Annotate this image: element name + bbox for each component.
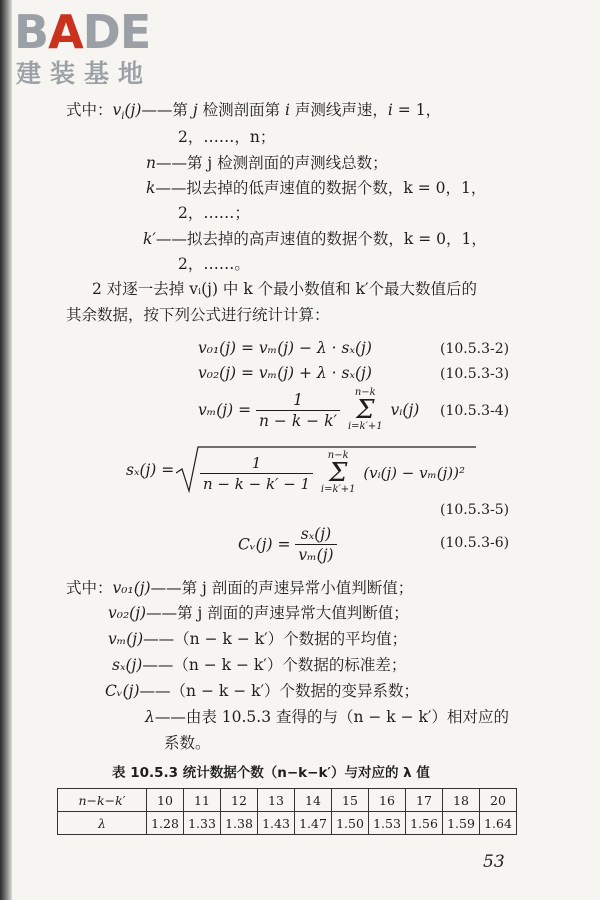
def-vi-cont: 2，……，n； (178, 128, 276, 146)
def-n: n——第 j 检测剖面的声测线总数； (146, 154, 388, 172)
table-cell: 1.43 (258, 812, 295, 835)
def-v01: 式中：v₀₁(j)——第 j 剖面的声速异常小值判断值； (66, 579, 414, 597)
page-number: 53 (483, 852, 505, 872)
def-k: k——拟去掉的低声速值的数据个数，k = 0，1， (146, 179, 487, 197)
equation-cv: Cᵥ(j) = $\frac{\text{sₓ(j)}}{\text{vₘ(j)}}$ (238, 524, 337, 565)
def-vm: vₘ(j)——（n − k − k′）个数据的平均值； (108, 630, 408, 648)
table-row (58, 789, 517, 812)
equation-number: (10.5.3-5) (440, 502, 510, 518)
table-cell: 1.28 (147, 812, 184, 835)
def-kprime: k′——拟去掉的高声速值的数据个数，k = 0，1， (143, 230, 487, 248)
row-header: λ (58, 812, 147, 835)
equation-vm: vₘ(j) = $\frac{1}{n - k - k'}$ n−k Σ i=k′+1 vᵢ(j) (198, 387, 420, 432)
def-lambda: λ——由表 10.5.3 查得的与（n − k − k′）相对应的 (145, 708, 509, 726)
table-cell: 16 (369, 789, 406, 812)
table-cell: 14 (295, 789, 332, 812)
table-cell: 17 (406, 789, 443, 812)
logo-wordmark: BADE (14, 5, 151, 59)
row-header: n−k−k′ (58, 789, 147, 812)
table-cell: 1.64 (480, 812, 517, 835)
table-cell: 1.56 (406, 812, 443, 835)
def-v02: v₀₂(j)——第 j 剖面的声速异常大值判断值； (108, 604, 409, 622)
logo-subtitle: 建装基地 (16, 59, 153, 88)
def-cv: Cᵥ(j)——（n − k − k′）个数据的变异系数； (105, 682, 420, 700)
table-cell: 1.33 (184, 812, 221, 835)
para2-line1: 2 对逐一去掉 vᵢ(j) 中 k 个最小数值和 k′个最大数值后的 (92, 280, 478, 298)
lambda-table (57, 788, 517, 835)
equation-number: (10.5.3-2) (440, 341, 510, 357)
table-row (58, 812, 517, 835)
equation-number: (10.5.3-4) (440, 403, 510, 419)
equation-number: (10.5.3-3) (440, 366, 510, 382)
table-cell: 10 (147, 789, 184, 812)
table-cell: 13 (258, 789, 295, 812)
table-cell: 1.47 (295, 812, 332, 835)
scan-binding-edge (0, 0, 12, 900)
def-sx: sₓ(j)——（n − k − k′）个数据的标准差； (112, 656, 407, 674)
def-k-cont: 2，……； (178, 204, 250, 222)
table-cell: 1.50 (332, 812, 369, 835)
table-cell: 12 (221, 789, 258, 812)
def-vi: 式中：$v_i(j)——$第 j 检测剖面第 i 声测线声速，i = 1， (66, 101, 442, 123)
bade-logo (14, 6, 184, 90)
equation-v02: v₀₂(j) = vₘ(j) + λ · sₓ(j) (198, 364, 372, 382)
def-lambda-cont: 系数。 (164, 734, 211, 752)
table-cell: 1.59 (443, 812, 480, 835)
para2-line2: 其余数据，按下列公式进行统计计算： (66, 306, 330, 324)
table-cell: 18 (443, 789, 480, 812)
table-cell: 20 (480, 789, 517, 812)
def-kprime-cont: 2，……。 (178, 255, 250, 273)
table-cell: 11 (184, 789, 221, 812)
table-cell: 15 (332, 789, 369, 812)
equation-v01: v₀₁(j) = vₘ(j) − λ · sₓ(j) (198, 339, 372, 357)
table-caption: 表 10.5.3 统计数据个数（n−k−k′）与对应的 λ 值 (112, 765, 430, 781)
table-cell: 1.38 (221, 812, 258, 835)
equation-sx: sₓ(j) = $\frac{1}{n - k - k' - 1}$ n−k Σ i=k′+1 (vᵢ(j) − vₘ(j))² (150, 449, 460, 495)
table-cell: 1.53 (369, 812, 406, 835)
equation-number: (10.5.3-6) (440, 535, 510, 551)
